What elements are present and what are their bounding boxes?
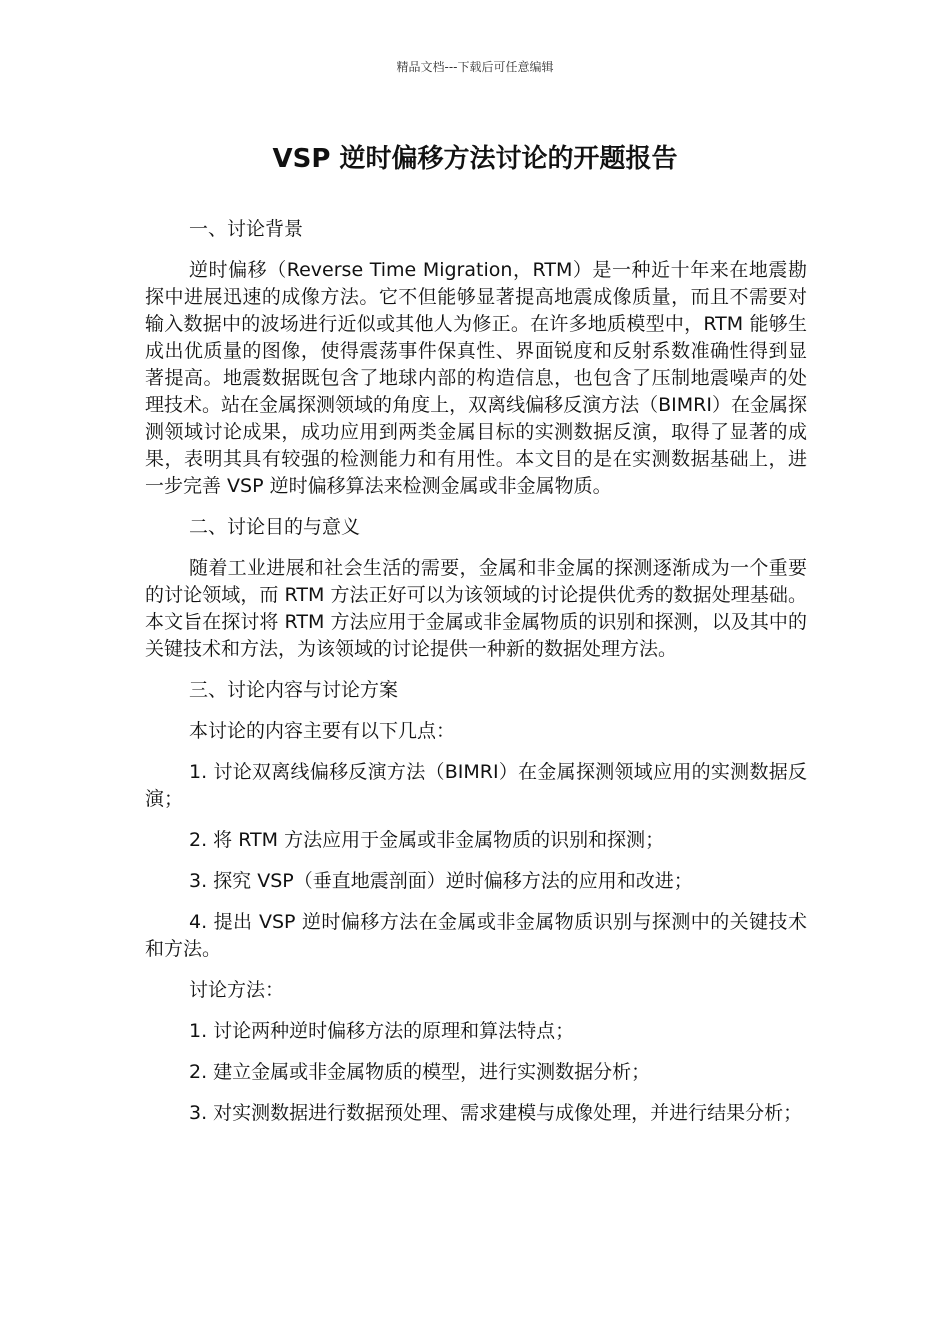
list-item-content-1: 1. 讨论双离线偏移反演方法（BIMRI）在金属探测领域应用的实测数据反演； <box>145 761 807 810</box>
paragraph-content-intro: 本讨论的内容主要有以下几点： <box>189 720 456 742</box>
page-header-note: 精品文档---下载后可任意编辑 <box>396 60 554 74</box>
section-heading-content-plan: 三、讨论内容与讨论方案 <box>189 679 399 701</box>
list-item-method-3: 3. 对实测数据进行数据预处理、需求建模与成像处理，并进行结果分析； <box>189 1102 803 1124</box>
list-item-content-2: 2. 将 RTM 方法应用于金属或非金属物质的识别和探测； <box>189 829 665 851</box>
paragraph-purpose: 随着工业进展和社会生活的需要，金属和非金属的探测逐渐成为一个重要的讨论领域，而 RTM 方法正好可以为该领域的讨论提供优秀的数据处理基础。本文旨在探讨将 RTM 方法应用于金属或非金属物质的识别和探测，以及其中的关键技术和方法，为该领域的讨论提供一种新的数据处理方法。 <box>145 557 807 660</box>
list-item-method-1: 1. 讨论两种逆时偏移方法的原理和算法特点； <box>189 1020 575 1042</box>
list-item-method-2: 2. 建立金属或非金属物质的模型，进行实测数据分析； <box>189 1061 651 1083</box>
section-heading-background: 一、讨论背景 <box>189 218 304 240</box>
document-body <box>145 216 807 1141</box>
list-item-content-4: 4. 提出 VSP 逆时偏移方法在金属或非金属物质识别与探测中的关键技术和方法。 <box>145 911 807 960</box>
paragraph-background: 逆时偏移（Reverse Time Migration，RTM）是一种近十年来在地震勘探中进展迅速的成像方法。它不但能够显著提高地震成像质量，而且不需要对输入数据中的波场进行近似或其他人为修正。在许多地质模型中，RTM 能够生成出优质量的图像，使得震荡事件保真性、界面锐度和反射系数准确性得到显著提高。地震数据既包含了地球内部的构造信息，也包含了压制地震噪声的处理技术。站在金属探测领域的角度上，双离线偏移反演方法（BIMRI）在金属探测领域讨论成果，成功应用到两类金属目标的实测数据反演，取得了显著的成果，表明其具有较强的检测能力和有用性。本文目的是在实测数据基础上，进一步完善 VSP 逆时偏移算法来检测金属或非金属物质。 <box>145 259 807 497</box>
document-title: VSP 逆时偏移方法讨论的开题报告 <box>272 144 678 174</box>
paragraph-method-intro: 讨论方法： <box>189 979 285 1001</box>
section-heading-purpose: 二、讨论目的与意义 <box>189 516 361 538</box>
list-item-content-3: 3. 探究 VSP（垂直地震剖面）逆时偏移方法的应用和改进； <box>189 870 693 892</box>
